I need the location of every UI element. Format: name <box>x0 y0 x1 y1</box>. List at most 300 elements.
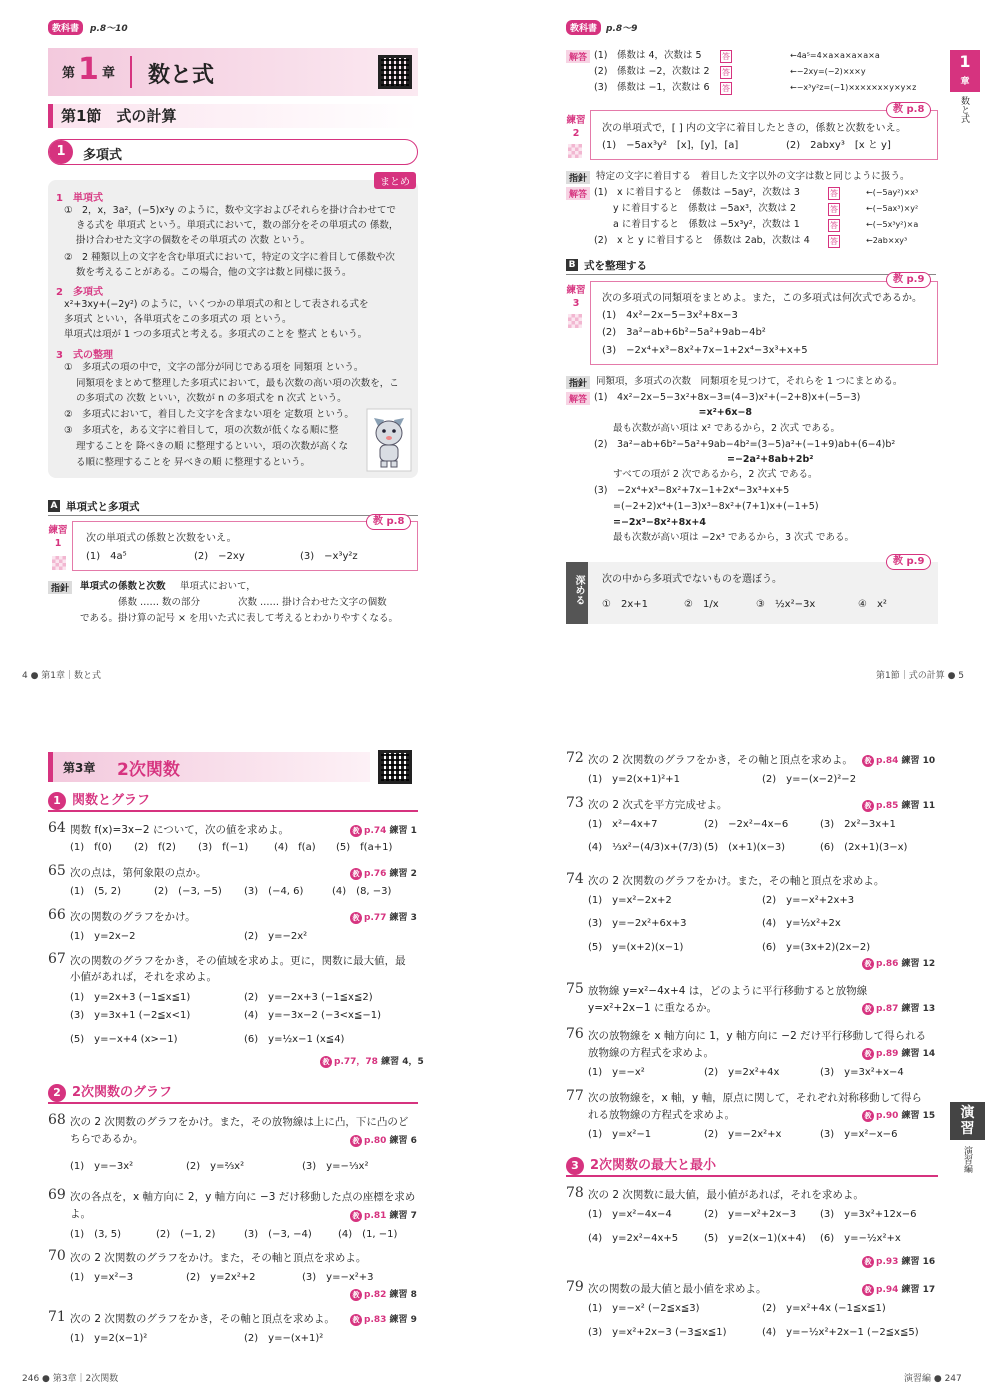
section-2-heading <box>48 1081 172 1099</box>
part-b-tag: B <box>566 259 578 271</box>
side-tab-label: 演習 <box>960 1105 975 1137</box>
answer-line: (2) 3a²−ab+6b²−5a²+9ab−4b²=(3−5)a²+(−1+9)ab+(6−4)b² <box>594 439 896 450</box>
problem-item: (2) y=2x²+4x <box>704 1067 780 1078</box>
problem-text-cont: よ。 <box>70 1208 91 1220</box>
problem-item: (1) (3, 5) <box>70 1229 122 1240</box>
problem-ref[interactable] <box>862 798 935 812</box>
problem-item: (4) y=−3x−2 (−3<x≦−1) <box>244 1010 382 1021</box>
exercise-1-textbook-ref[interactable]: 教 p.8 <box>366 514 411 530</box>
exercise-2-item: (1) −5ax³y² [x]，[y]，[a] <box>602 140 739 151</box>
answer-tag: 解答 <box>566 50 590 63</box>
problem-item: (6) y=−½x²+x <box>820 1233 901 1244</box>
answer-line: (3) 係数は −1，次数は 6 <box>594 82 710 93</box>
part-a-rule <box>48 515 418 516</box>
problem-item: (4) f(a) <box>274 842 316 853</box>
problem-item: (2) f(2) <box>134 842 176 853</box>
answer-mark: 答 <box>830 221 838 230</box>
problem-number: 64 <box>48 820 66 836</box>
problem-text: 次の 2 次関数のグラフをかけ。また，その軸と頂点を求めよ。 <box>588 875 885 887</box>
side-tab-text: 数と式 <box>959 96 969 123</box>
textbook-icon: 教 <box>862 1284 874 1296</box>
exercise-2-textbook-ref[interactable]: 教 p.8 <box>886 102 931 118</box>
textbook-icon: 教 <box>862 1110 874 1122</box>
answer-mark: 答 <box>830 205 838 214</box>
problem-ref-page: p.77，78 <box>334 1057 378 1067</box>
problem-ref-exercise: 練習 12 <box>901 959 936 969</box>
problem-item: (4) y=½x²+2x <box>762 918 841 929</box>
chapter-side-tab[interactable] <box>950 50 980 92</box>
chapter-title: 2次関数 <box>117 760 180 780</box>
hint-tag: 指針 <box>566 171 590 184</box>
textbook-icon: 教 <box>350 1135 362 1147</box>
problem-text: 次の 2 次関数のグラフをかき，その軸と頂点を求めよ。 <box>588 754 853 766</box>
problem-number: 67 <box>48 951 66 967</box>
answer-note: ←(−5x³y²)×a <box>866 220 919 229</box>
textbook-icon: 教 <box>862 800 874 812</box>
summary-line: 多項式 といい，各単項式をこの多項式の 項 という。 <box>64 314 292 325</box>
textbook-icon: 教 <box>862 1003 874 1015</box>
problem-text: 次の各点を，x 軸方向に 2，y 軸方向に −3 だけ移動した点の座標を求め <box>70 1191 416 1203</box>
summary-line: 同類項をまとめて整理した多項式において，最も次数の高い項の次数を，こ <box>76 378 399 389</box>
textbook-icon: 教 <box>350 868 362 880</box>
problem-number: 73 <box>566 795 584 811</box>
problem-ref[interactable] <box>862 1046 935 1060</box>
problem-item: (1) y=x²−4x−4 <box>588 1209 672 1220</box>
part-a-title: 単項式と多項式 <box>66 501 140 513</box>
subsection-title: 多項式 <box>83 148 123 163</box>
textbook-icon: 教 <box>350 825 362 837</box>
problem-number: 79 <box>566 1279 584 1295</box>
problem-item: (3) y=−⅓x² <box>302 1161 369 1172</box>
problem-item: (6) y=(3x+2)(2x−2) <box>762 942 871 953</box>
problem-number: 76 <box>566 1026 584 1042</box>
problem-item: (1) y=2x−2 <box>70 931 136 942</box>
problem-ref-page: p.83 <box>364 1315 387 1325</box>
textbook-icon: 教 <box>862 1256 874 1268</box>
problem-ref-exercise: 練習 3 <box>389 913 417 923</box>
problem-ref-page: p.80 <box>364 1136 387 1146</box>
problem-ref-page: p.85 <box>876 801 899 811</box>
problem-ref-exercise: 練習 11 <box>901 801 936 811</box>
problem-item: (1) y=x²−1 <box>588 1129 652 1140</box>
problem-item: (2) y=−(x+1)² <box>244 1333 324 1344</box>
problem-text: 関数 f(x)=3x−2 について，次の値を求めよ。 <box>70 824 290 836</box>
section-title <box>48 104 418 128</box>
page-footer: 4 ● 第1章｜数と式 <box>22 671 102 681</box>
problem-item: (4) y=−½x²+2x−1 (−2≦x≦5) <box>762 1327 919 1338</box>
exercise-3-label: 練習 3 <box>566 285 586 309</box>
exercise-1-label: 練習 1 <box>48 525 68 549</box>
problem-ref-exercise: 練習 13 <box>901 1004 936 1014</box>
hint-line: 特定の文字に着目する 着目した文字以外の文字は数と同じように扱う。 <box>596 171 910 182</box>
section-rule <box>48 1102 418 1104</box>
section-number: 1 <box>48 792 66 810</box>
mascot-dog-icon <box>366 408 412 472</box>
part-b-rule <box>566 274 936 275</box>
problem-item: (2) (−3, −5) <box>154 886 222 897</box>
answer-mark: 答 <box>830 189 838 198</box>
page-footer: 演習編 ● 247 <box>904 1374 962 1384</box>
problem-text: 次の関数の最大値と最小値を求めよ。 <box>588 1283 767 1295</box>
problem-ref[interactable] <box>862 1282 935 1296</box>
textbook-icon: 教 <box>862 1048 874 1060</box>
problem-text: 次の 2 次関数のグラフをかけ。また，その軸と頂点を求めよ。 <box>70 1252 367 1264</box>
section-1-heading <box>48 789 150 807</box>
textbook-icon: 教 <box>350 912 362 924</box>
answer-line: =−2a²+8ab+2b² <box>594 454 814 465</box>
problem-text-cont: れる放物線の方程式を求めよ。 <box>588 1109 735 1121</box>
exercise-2-item: (2) 2abxy³ [x と y] <box>786 140 891 151</box>
problem-number: 68 <box>48 1112 66 1128</box>
section-title: 2次関数のグラフ <box>72 1085 173 1100</box>
problem-ref-page: p.90 <box>876 1111 899 1121</box>
answer-note: ←−x³y²z=(−1)×x×x×x×y×y×z <box>790 83 917 92</box>
answer-line: (2) 係数は −2，次数は 2 <box>594 66 710 77</box>
problem-ref[interactable] <box>350 823 417 837</box>
part-a-tag: A <box>48 500 60 512</box>
summary-line: る順に整理することを 昇べきの順 に整理するという。 <box>76 457 311 468</box>
answer-line: =x²+6x−8 <box>594 407 753 418</box>
problem-ref[interactable] <box>320 1054 424 1068</box>
textbook-icon: 教 <box>862 755 874 767</box>
problem-ref-page: p.81 <box>364 1211 387 1221</box>
section-title-text: 第1節 式の計算 <box>61 107 177 125</box>
problem-ref-page: p.76 <box>364 869 387 879</box>
chapter-banner <box>48 48 418 96</box>
answer-line: (1) 4x²−2x−5−3x²+8x−3=(4−3)x²+(−2+8)x+(−5−3) <box>594 392 861 403</box>
answer-line: (1) x に着目すると 係数は −5ay²，次数は 3 <box>594 187 800 198</box>
problem-text-cont: ちらであるか。 <box>70 1133 144 1145</box>
exercise-2-text: 次の単項式で，[ ] 内の文字に着目したときの，係数と次数をいえ。 <box>602 123 907 134</box>
problem-ref[interactable] <box>862 1108 935 1122</box>
problem-item: (1) (5, 2) <box>70 886 122 897</box>
textbook-page-range: p.8〜9 <box>606 24 638 34</box>
hint-line: 単項式において， <box>180 581 256 592</box>
problem-ref[interactable] <box>350 866 417 880</box>
problem-item: (3) y=3x²+12x−6 <box>820 1209 917 1220</box>
deepen-text: 次の中から多項式でないものを選ぼう。 <box>602 574 782 585</box>
exercise-3-textbook-ref[interactable]: 教 p.9 <box>886 272 931 288</box>
answer-tag: 解答 <box>566 187 590 200</box>
summary-heading: 1 単項式 <box>56 193 103 204</box>
answer-note: ←4a⁵=4×a×a×a×a×a <box>790 51 880 60</box>
page-footer: 第1節｜式の計算 ● 5 <box>876 671 965 681</box>
problem-item: (3) 2x²−3x+1 <box>820 819 896 830</box>
problem-ref[interactable] <box>862 956 935 970</box>
hint-tag: 指針 <box>566 376 590 389</box>
problem-item: (1) y=x²−2x+2 <box>588 895 672 906</box>
practice-side-tab[interactable] <box>950 1102 985 1140</box>
subsection-number: 1 <box>49 140 73 164</box>
summary-line: ② 2 種類以上の文字を含む単項式において，特定の文字に着目して係数や次 <box>64 252 395 263</box>
problem-item: (1) x²−4x+7 <box>588 819 658 830</box>
summary-line: の多項式の 次数 といい，次数が n の多項式を n 次式 という。 <box>76 393 347 404</box>
problem-ref[interactable] <box>350 1208 417 1222</box>
answer-note: ←−2xy=(−2)×x×y <box>790 67 866 76</box>
exercise-3-item: (1) 4x²−2x−5−3x²+8x−3 <box>602 310 738 321</box>
answer-note: ←2ab×xy³ <box>866 236 908 245</box>
summary-tag: まとめ <box>374 172 416 189</box>
deepen-label: 深める <box>573 575 584 605</box>
problem-number: 77 <box>566 1088 584 1104</box>
problem-ref-exercise: 練習 10 <box>901 756 936 766</box>
problem-text: 次の 2 次関数に最大値，最小値があれば，それを求めよ。 <box>588 1189 864 1201</box>
summary-line: ② 多項式において，着目した文字を含まない項を 定数項 という。 <box>64 409 354 420</box>
chapter-number: 1 <box>78 52 99 87</box>
problem-item: (1) y=2(x−1)² <box>70 1333 148 1344</box>
chapter-label-pre: 第 <box>62 66 76 81</box>
problem-item: (2) y=2x²+2 <box>186 1272 256 1283</box>
problem-item: (5) y=−x+4 (x>−1) <box>70 1034 178 1045</box>
section-number: 3 <box>566 1157 584 1175</box>
exercise-1-text: 次の単項式の係数と次数をいえ。 <box>86 533 237 544</box>
textbook-icon: 教 <box>350 1210 362 1222</box>
problem-item: (2) y=−x²+2x−3 <box>704 1209 797 1220</box>
qr-code-icon[interactable] <box>378 750 412 784</box>
problem-item: (2) y=⅔x² <box>186 1161 245 1172</box>
answer-line: =(−2+2)x⁴+(1−3)x³−8x²+(7+1)x+(−1+5) <box>594 501 819 512</box>
problem-ref[interactable] <box>350 1133 417 1147</box>
problem-item: (2) −2x²−4x−6 <box>704 819 789 830</box>
answer-line: y に着目すると 係数は −5ax³，次数は 2 <box>594 203 796 214</box>
problem-ref-exercise: 練習 16 <box>901 1257 936 1267</box>
problem-item: (1) y=x²−3 <box>70 1272 134 1283</box>
answer-line: =−2x³−8x²+8x+4 <box>594 517 706 528</box>
textbook-icon: 教 <box>862 958 874 970</box>
summary-line: 数を考えることがある。この場合，他の文字は数と同様に扱う。 <box>76 267 352 278</box>
problem-item: (4) ⅓x²−(4/3)x+(7/3) <box>588 842 703 853</box>
problem-ref[interactable] <box>350 1287 417 1301</box>
answer-line: (3) −2x⁴+x³−8x²+7x−1+2x⁴−3x³+x+5 <box>594 485 790 496</box>
problem-item: (5) y=(x+2)(x−1) <box>588 942 684 953</box>
problem-item: (4) (8, −3) <box>332 886 392 897</box>
problem-item: (1) f(0) <box>70 842 112 853</box>
section-number: 2 <box>48 1084 66 1102</box>
problem-item: (3) y=x²−x−6 <box>820 1129 898 1140</box>
hint-title: 単項式の係数と次数 <box>80 581 166 592</box>
problem-item: (2) (−1, 2) <box>156 1229 216 1240</box>
section-rule <box>566 1175 938 1177</box>
answer-mark: 答 <box>722 52 730 61</box>
textbook-badge: 教科書 <box>48 20 83 35</box>
problem-ref-page: p.94 <box>876 1285 899 1295</box>
problem-ref-exercise: 練習 2 <box>389 869 417 879</box>
deepen-item: ③ ½x²−3x <box>756 599 816 610</box>
summary-line: ① 多項式の項の中で，文字の部分が同じである項を 同類項 という。 <box>64 362 364 373</box>
problem-item: (3) y=x²+2x−3 (−3≦x≦1) <box>588 1327 727 1338</box>
exercise-decoration <box>568 144 582 158</box>
problem-ref[interactable] <box>862 1001 935 1015</box>
problem-item: (1) y=−x² <box>588 1067 645 1078</box>
problem-ref-exercise: 練習 17 <box>901 1285 936 1295</box>
problem-ref-exercise: 練習 7 <box>389 1211 417 1221</box>
answer-line: (1) 係数は 4，次数は 5 <box>594 50 702 61</box>
problem-ref-exercise: 練習 14 <box>901 1049 936 1059</box>
problem-item: (2) y=−2x²+x <box>704 1129 782 1140</box>
textbook-icon: 教 <box>320 1056 332 1068</box>
deepen-item: ② 1/x <box>684 599 719 610</box>
problem-ref-page: p.87 <box>876 1004 899 1014</box>
problem-text: 次の関数のグラフをかけ。 <box>70 911 196 923</box>
exercise-1-item: (2) −2xy <box>194 551 245 562</box>
answer-tag: 解答 <box>566 392 590 405</box>
summary-line: きる式を 単項式 という。単項式において，数の部分をその単項式の 係数， <box>76 220 399 231</box>
exercise-1-item: (1) 4a⁵ <box>86 551 127 562</box>
deepen-textbook-ref[interactable]: 教 p.9 <box>886 554 931 570</box>
problem-ref-exercise: 練習 4，5 <box>381 1057 424 1067</box>
problem-item: (3) f(−1) <box>198 842 249 853</box>
summary-line: 単項式は項が 1 つの多項式と考える。多項式のことを 整式 ともいう。 <box>64 329 368 340</box>
summary-line: x²+3xy+(−2y²) のように，いくつかの単項式の和として表される式を <box>64 299 369 310</box>
problem-number: 78 <box>566 1185 584 1201</box>
problem-item: (2) y=−2x+3 (−1≦x≦2) <box>244 992 373 1003</box>
answer-note: ←(−5ax³)×y² <box>866 204 919 213</box>
problem-ref-page: p.86 <box>876 959 899 969</box>
problem-item: (3) y=−2x²+6x+3 <box>588 918 687 929</box>
problem-text: 次の放物線を x 軸方向に 1，y 軸方向に −2 だけ平行移動して得られる <box>588 1030 927 1042</box>
answer-line: 最も次数が高い項は −2x³ であるから，3 次式 である。 <box>594 532 855 543</box>
side-tab-chapter: 章 <box>960 77 970 87</box>
problem-text: 次の 2 次式を平方完成せよ。 <box>588 799 728 811</box>
problem-item: (2) y=−x²+2x+3 <box>762 895 855 906</box>
problem-ref-page: p.74 <box>364 826 387 836</box>
answer-line: (2) x と y に着目すると 係数は 2ab，次数は 4 <box>594 235 810 246</box>
problem-item: (3) y=−x²+3 <box>302 1272 374 1283</box>
problem-ref-page: p.77 <box>364 913 387 923</box>
exercise-decoration <box>568 314 582 328</box>
problem-item: (1) y=2(x+1)²+1 <box>588 774 681 785</box>
problem-item: (2) y=x²+4x (−1≦x≦1) <box>762 1303 886 1314</box>
problem-number: 72 <box>566 750 584 766</box>
problem-text: 次の放物線を，x 軸，y 軸，原点に関して，それぞれ対称移動して得ら <box>588 1092 922 1104</box>
problem-text: 次の点は，第何象限の点か。 <box>70 867 207 879</box>
problem-ref[interactable] <box>350 1312 417 1326</box>
problem-ref-exercise: 練習 9 <box>389 1315 417 1325</box>
answer-note: ←(−5ay²)×x³ <box>866 188 919 197</box>
side-tab-number: 1 <box>959 52 971 71</box>
problem-item: (2) y=−2x² <box>244 931 308 942</box>
hint-line: である。掛け算の記号 × を用いた式に表して考えるとわかりやすくなる。 <box>80 613 399 624</box>
problem-item: (5) y=2(x−1)(x+4) <box>704 1233 806 1244</box>
problem-item: (6) (2x+1)(3−x) <box>820 842 908 853</box>
problem-item: (3) y=3x+1 (−2≦x<1) <box>70 1010 191 1021</box>
problem-item: (1) y=2x+3 (−1≦x≦1) <box>70 992 191 1003</box>
problem-text: 次の 2 次関数のグラフをかき，その軸と頂点を求めよ。 <box>70 1313 335 1325</box>
problem-number: 74 <box>566 871 584 887</box>
problem-item: (3) (−4, 6) <box>244 886 304 897</box>
textbook-icon: 教 <box>350 1289 362 1301</box>
hint-line: 同類項，多項式の次数 同類項を見つけて，それらを 1 つにまとめる。 <box>596 376 903 387</box>
section-rule <box>48 810 418 812</box>
hint-tag: 指針 <box>48 581 72 594</box>
exercise-1-item: (3) −x³y²z <box>300 551 358 562</box>
problem-number: 75 <box>566 981 584 997</box>
section-title: 2次関数の最大と最小 <box>590 1158 717 1173</box>
problem-text-cont: 小値があれば，それを求めよ。 <box>70 971 217 983</box>
answer-mark: 答 <box>830 237 838 246</box>
problem-item: (4) y=2x²−4x+5 <box>588 1233 679 1244</box>
problem-item: (6) y=½x−1 (x≦4) <box>244 1034 345 1045</box>
problem-ref[interactable] <box>350 910 417 924</box>
problem-ref[interactable] <box>862 753 935 767</box>
problem-item: (1) y=−x² (−2≦x≦3) <box>588 1303 700 1314</box>
problem-item: (3) y=3x²+x−4 <box>820 1067 904 1078</box>
textbook-icon: 教 <box>350 1314 362 1326</box>
problem-item: (4) (1, −1) <box>338 1229 398 1240</box>
problem-ref[interactable] <box>862 1254 935 1268</box>
answer-line: すべての項が 2 次であるから，2 次式 である。 <box>594 469 818 480</box>
deepen-item: ① 2x+1 <box>602 599 648 610</box>
problem-ref-page: p.89 <box>876 1049 899 1059</box>
problem-number: 71 <box>48 1309 66 1325</box>
summary-heading: 2 多項式 <box>56 287 103 298</box>
side-tab-text: 演習編 <box>962 1146 972 1173</box>
exercise-3-text: 次の多項式の同類項をまとめよ。また，この多項式は何次式であるか。 <box>602 293 922 304</box>
problem-ref-exercise: 練習 8 <box>389 1290 417 1300</box>
answer-mark: 答 <box>722 84 730 93</box>
problem-item: (3) (−3, −4) <box>244 1229 312 1240</box>
problem-item: (5) f(a+1) <box>336 842 393 853</box>
problem-ref-page: p.82 <box>364 1290 387 1300</box>
chapter-title: 数と式 <box>148 63 215 88</box>
chapter-tag: 第3章 <box>63 761 96 775</box>
problem-number: 69 <box>48 1187 66 1203</box>
problem-ref-page: p.84 <box>876 756 899 766</box>
problem-text: 次の 2 次関数のグラフをかけ。また，その放物線は上に凸，下に凸のど <box>70 1116 409 1128</box>
problem-item: (1) y=−3x² <box>70 1161 134 1172</box>
summary-line: ③ 多項式を，ある文字に着目して，項の次数が低くなる順に整 <box>64 425 339 436</box>
problem-number: 70 <box>48 1248 66 1264</box>
summary-line: 理することを 降べきの順 に整理するといい，項の次数が高くな <box>76 441 349 452</box>
hint-line: 係数 …… 数の部分 次数 …… 掛け合わせた文字の個数 <box>118 597 387 608</box>
page-footer: 246 ● 第3章｜2次関数 <box>22 1374 119 1384</box>
problem-ref-exercise: 練習 6 <box>389 1136 417 1146</box>
problem-text: 次の関数のグラフをかき，その値域を求めよ。更に，関数に最大値，最 <box>70 955 406 967</box>
chapter-divider <box>130 56 132 88</box>
problem-item: (5) (x+1)(x−3) <box>704 842 786 853</box>
summary-line: ① 2，x，3a²，(−5)x²y のように，数や文字およびそれらを掛け合わせてで <box>64 205 396 216</box>
problem-ref-page: p.93 <box>876 1257 899 1267</box>
summary-heading: 3 式の整理 <box>56 350 113 361</box>
problem-text: 放物線 y=x²−4x+4 は，どのように平行移動すると放物線 <box>588 985 868 997</box>
qr-code-icon[interactable] <box>378 55 412 89</box>
exercise-decoration <box>52 556 66 570</box>
summary-line: 掛け合わせた文字の個数をその単項式の 次数 という。 <box>76 235 311 246</box>
textbook-badge: 教科書 <box>566 20 601 35</box>
chapter-label-post: 章 <box>102 66 116 81</box>
problem-ref-exercise: 練習 1 <box>389 826 417 836</box>
problem-text-cont: y=x²+2x−1 に重なるか。 <box>588 1002 717 1014</box>
exercise-3-item: (2) 3a²−ab+6b²−5a²+9ab−4b² <box>602 327 766 338</box>
problem-number: 66 <box>48 907 66 923</box>
problem-item: (2) y=−(x−2)²−2 <box>762 774 857 785</box>
section-title: 関数とグラフ <box>72 793 151 808</box>
exercise-3-item: (3) −2x⁴+x³−8x²+7x−1+2x⁴−3x³+x+5 <box>602 345 808 356</box>
deepen-item: ④ x² <box>858 599 887 610</box>
problem-number: 65 <box>48 863 66 879</box>
part-b-title: 式を整理する <box>584 260 647 272</box>
chapter-heading-bar <box>48 752 370 782</box>
section-3-heading <box>566 1154 716 1172</box>
exercise-2-label: 練習 2 <box>566 115 586 139</box>
subsection-pill <box>48 139 418 165</box>
problem-ref-exercise: 練習 15 <box>901 1111 936 1121</box>
problem-text-cont: 放物線の方程式を求めよ。 <box>588 1047 714 1059</box>
answer-mark: 答 <box>722 68 730 77</box>
textbook-page-range: p.8〜10 <box>90 24 128 34</box>
answer-line: a に着目すると 係数は −5x³y²，次数は 1 <box>594 219 800 230</box>
answer-line: 最も次数が高い項は x² であるから，2 次式 である。 <box>594 423 841 434</box>
